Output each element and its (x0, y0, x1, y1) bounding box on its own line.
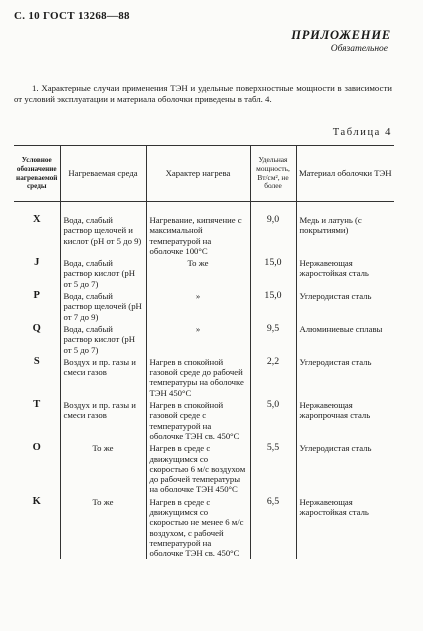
appendix-title: ПРИЛОЖЕНИЕ (291, 28, 391, 42)
cell-char: » (146, 322, 250, 355)
cell-char: Нагрев в среде с движущимся со скоростью не менее 6 м/с воздухом, с рабочей температурой на оболочке ТЭН св. 450°С (146, 495, 250, 559)
table-header-row (14, 146, 394, 202)
cell-env: Вода, слабый раствор щелочей и кислот (рН от 5 до 9) (60, 202, 146, 257)
cell-env: Вода, слабый раствор кислот (рН от 5 до 7) (60, 256, 146, 289)
cell-env: То же (60, 495, 146, 559)
cell-power: 15,0 (250, 256, 296, 289)
cell-power: 9,5 (250, 322, 296, 355)
cell-env: Вода, слабый раствор щелочей (рН от 7 до 9) (60, 289, 146, 322)
cell-code: J (34, 257, 40, 269)
cell-power: 5,5 (250, 441, 296, 494)
cell-env: Воздух и пр. газы и смеси газов (60, 355, 146, 398)
header-power: Удельная мощность, Вт/см², не более (250, 146, 296, 202)
cell-char: Нагрев в спокойной газовой среде с температурой на оболочке ТЭН св. 450°С (146, 398, 250, 441)
table-row (14, 441, 394, 494)
table-caption: Таблица 4 (332, 127, 392, 138)
cell-power: 2,2 (250, 355, 296, 398)
cell-material: Алюминиевые сплавы (296, 322, 394, 355)
cell-char: Нагрев в среде с движущимся со скоростью 6 м/с воздухом до рабочей температуры на оболочке ТЭН 450°С (146, 441, 250, 494)
appendix-subtitle: Обязательное (330, 44, 388, 54)
cell-material: Нержавеющая жаростойкая сталь (296, 495, 394, 559)
cell-char: Нагрев в спокойной газовой среде до рабочей температуры на оболочке ТЭН 450°С (146, 355, 250, 398)
header-material: Материал оболочки ТЭН (296, 146, 394, 202)
cell-char: » (146, 289, 250, 322)
cell-env: Воздух и пр. газы и смеси газов (60, 398, 146, 441)
table-row (14, 322, 394, 355)
table-row (14, 495, 394, 559)
header-char: Характер нагрева (146, 146, 250, 202)
cell-env: То же (60, 441, 146, 494)
table-row (14, 398, 394, 441)
table-row (14, 202, 394, 257)
cell-code: Q (32, 322, 41, 334)
data-table (14, 145, 394, 559)
cell-material: Нержавеющая жаростойкая сталь (296, 256, 394, 289)
cell-env: Вода, слабый раствор кислот (рН от 5 до 7) (60, 322, 146, 355)
table-row (14, 355, 394, 398)
header-code: Условное обозначение нагреваемой среды (14, 146, 60, 202)
cell-material: Нержавеющая жаропрочная сталь (296, 398, 394, 441)
cell-code: S (33, 355, 40, 367)
cell-material: Углеродистая сталь (296, 355, 394, 398)
cell-power: 5,0 (250, 398, 296, 441)
header-env: Нагреваемая среда (60, 146, 146, 202)
cell-char: Нагревание, кипячение с максимальной температурой на оболочке 100°С (146, 202, 250, 257)
cell-material: Углеродистая сталь (296, 441, 394, 494)
cell-material: Медь и латунь (с покрытиями) (296, 202, 394, 257)
cell-power: 9,0 (250, 202, 296, 257)
cell-code: X (32, 214, 41, 225)
cell-material: Углеродистая сталь (296, 289, 394, 322)
cell-code: T (33, 399, 41, 411)
cell-power: 15,0 (250, 289, 296, 322)
cell-char: То же (146, 256, 250, 289)
table-row (14, 256, 394, 289)
intro-paragraph (14, 83, 392, 106)
cell-code: O (32, 442, 41, 454)
page-header: С. 10 ГОСТ 13268—88 (14, 10, 130, 22)
cell-code: P (33, 290, 40, 302)
table-row (14, 289, 394, 322)
cell-code: K (32, 495, 41, 507)
intro-paragraph-text: 1. Характерные случаи применения ТЭН и удельные поверхностные мощности в зависимости от условий эксплуатации и материала оболочки приведены в табл. 4. (14, 83, 392, 105)
cell-power: 6,5 (250, 495, 296, 559)
